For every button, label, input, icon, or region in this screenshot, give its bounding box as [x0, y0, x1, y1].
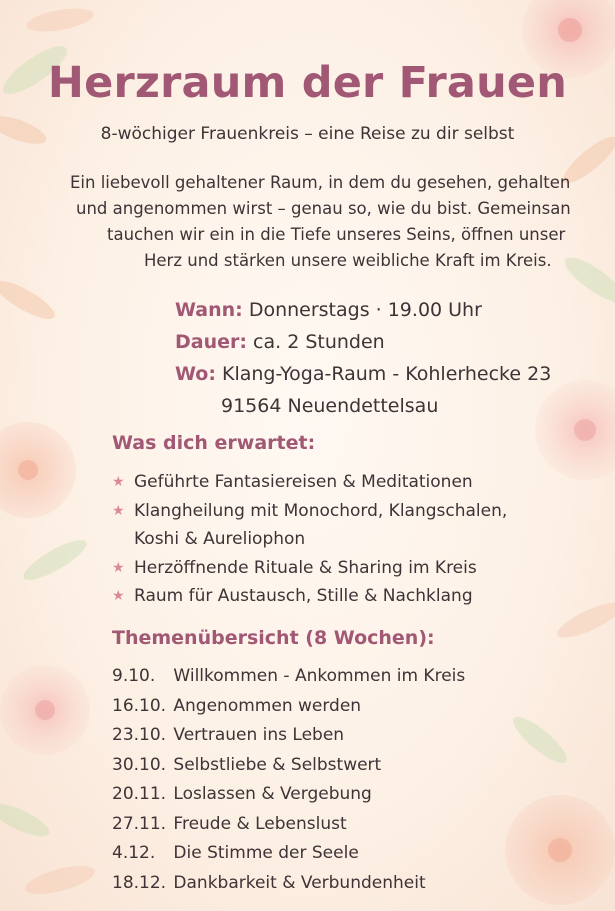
theme-date: 20.11.: [112, 784, 167, 804]
info-value: Klang-Yoga-Raum - Kohlerhecke 23: [221, 363, 552, 385]
theme-row: [112, 721, 465, 751]
list-item: ★ Geführte Fantasiereisen & Meditationen: [112, 468, 507, 497]
theme-row: [112, 810, 465, 840]
theme-topic: Freude & Lebenslust: [173, 813, 347, 834]
intro-line: Ein liebevoll gehaltener Raum, in dem du gesehen, gehalten: [70, 173, 571, 192]
themes-heading: Themenübersicht (8 Wochen):: [112, 627, 435, 649]
list-item-continuation: Koshi & Aureliophon: [134, 529, 306, 549]
theme-topic: Dankbarkeit & Verbundenheit: [173, 872, 426, 893]
info-label: Wann:: [175, 299, 243, 321]
themes-list: [112, 662, 465, 898]
theme-date: 4.12.: [112, 843, 156, 863]
intro-text: [0, 170, 615, 274]
info-row-wann: [175, 294, 551, 326]
star-icon: ★: [112, 502, 125, 519]
info-value: Donnerstags · 19.00 Uhr: [248, 299, 482, 321]
theme-date: 9.10.: [112, 666, 156, 686]
theme-topic: Vertrauen ins Leben: [173, 725, 345, 745]
star-icon: ★: [112, 588, 125, 604]
intro-line: und angenommen wirst – genau so, wie du bist. Gemeinsan: [76, 199, 571, 218]
page-title: Herzraum der Frauen: [47, 58, 568, 108]
info-label: Wo:: [175, 363, 216, 385]
star-icon: ★: [112, 559, 125, 576]
theme-topic: Angenommen werden: [173, 695, 362, 716]
theme-row: [112, 839, 465, 869]
list-item: ★ Raum für Austausch, Stille & Nachklang: [112, 582, 507, 611]
intro-line: Herz und stärken unsere weibliche Kraft im Kreis.: [144, 251, 552, 270]
intro-line: tauchen wir ein in die Tiefe unseres Seins, öffnen unser: [107, 225, 566, 244]
theme-row: [112, 780, 465, 810]
info-value: ca. 2 Stunden: [253, 331, 385, 353]
star-icon: ★: [112, 474, 125, 490]
expect-list: [112, 468, 507, 611]
info-label: Dauer:: [175, 331, 247, 353]
theme-date: 30.10.: [112, 754, 167, 775]
list-item: ★ Herzöffnende Rituale & Sharing im Kreis: [112, 554, 507, 583]
theme-row: [112, 692, 465, 722]
info-row-wo: [175, 358, 551, 390]
list-item: ★ Klangheilung mit Monochord, Klangschalen,: [112, 497, 507, 526]
theme-date: 27.11.: [112, 813, 167, 834]
info-row-dauer: [175, 326, 551, 358]
subtitle: 8-wöchiger Frauenkreis – eine Reise zu dir selbst: [100, 124, 515, 144]
theme-topic: Loslassen & Vergebung: [173, 784, 372, 804]
expect-heading: Was dich erwartet:: [112, 432, 316, 454]
event-info: [175, 294, 551, 422]
theme-row: [112, 662, 465, 692]
theme-topic: Die Stimme der Seele: [173, 843, 359, 863]
theme-row: [112, 751, 465, 781]
info-value: 91564 Neuendettelsau: [221, 395, 439, 417]
theme-topic: Selbstliebe & Selbstwert: [173, 754, 382, 775]
theme-date: 23.10.: [112, 725, 167, 745]
theme-topic: Willkommen - Ankommen im Kreis: [173, 666, 466, 686]
theme-date: 18.12.: [112, 872, 167, 893]
info-row-wo-2: [175, 390, 551, 422]
theme-date: 16.10.: [112, 695, 167, 716]
theme-row: [112, 869, 465, 899]
